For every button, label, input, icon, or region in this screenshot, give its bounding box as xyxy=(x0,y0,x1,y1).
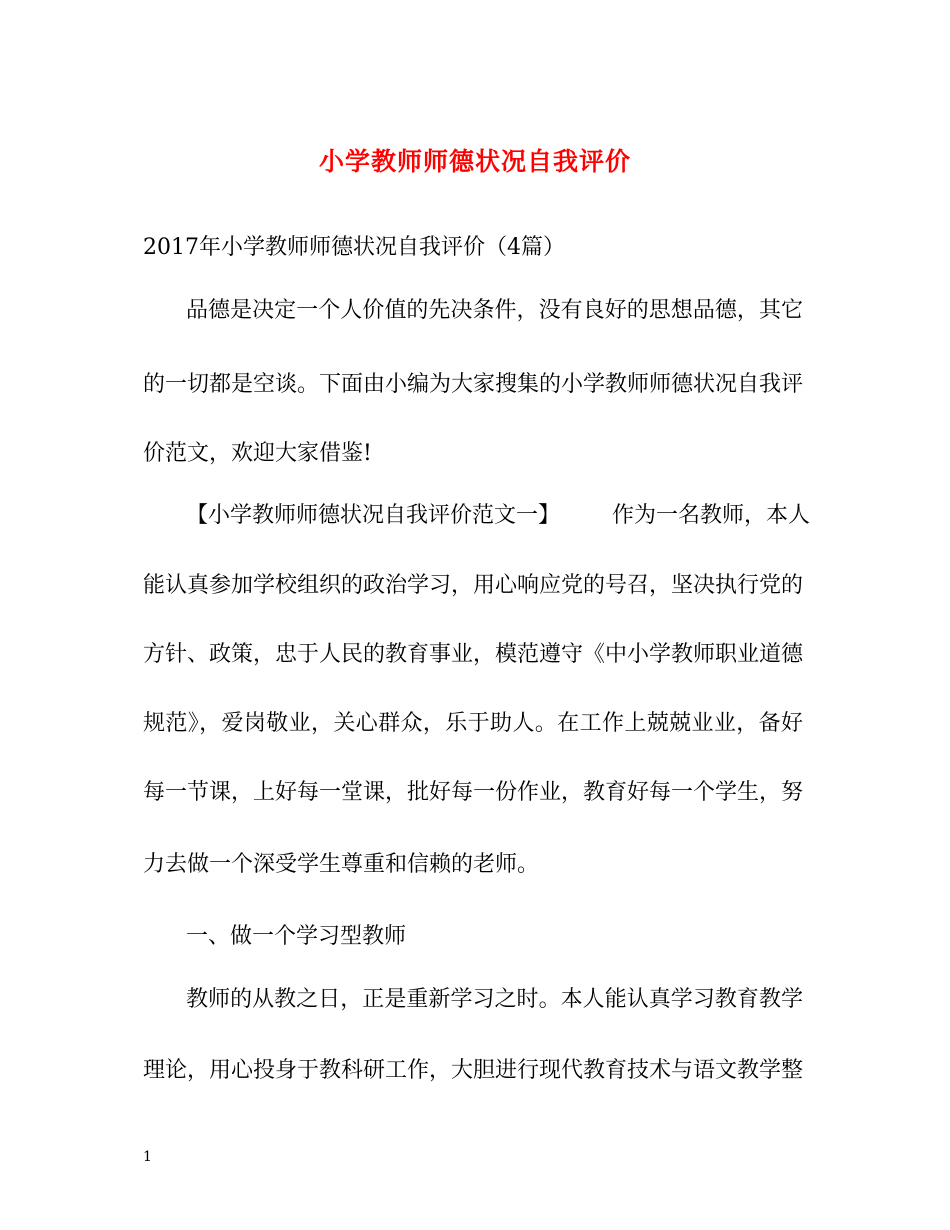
section-text: 作为一名教师，本人 xyxy=(612,503,811,528)
subheading: 一、做一个学习型教师 xyxy=(186,924,407,949)
paragraph-line: 的一切都是空谈。下面由小编为大家搜集的小学教师师德状况自我评 xyxy=(143,372,804,397)
paragraph-line: 品德是决定一个人价值的先决条件，没有良好的思想品德，其它 xyxy=(186,298,803,323)
section-heading: 【小学教师师德状况自我评价范文一】 xyxy=(186,503,561,528)
paragraph-line: 每一节课，上好每一堂课，批好每一份作业，教育好每一个学生，努 xyxy=(143,780,804,805)
document-subtitle: 2017年小学教师师德状况自我评价（4篇） xyxy=(143,235,565,260)
paragraph-line: 价范文，欢迎大家借鉴! xyxy=(143,441,372,466)
document-title: 小学教师师德状况自我评价 xyxy=(318,147,631,176)
page-number: 1 xyxy=(143,1149,152,1165)
paragraph-line: 理论，用心投身于教科研工作，大胆进行现代教育技术与语文教学整 xyxy=(143,1058,804,1083)
paragraph-line: 教师的从教之日，正是重新学习之时。本人能认真学习教育教学 xyxy=(186,987,803,1012)
paragraph-line: 能认真参加学校组织的政治学习，用心响应党的号召，坚决执行党的 xyxy=(143,573,804,598)
paragraph-line: 方针、政策，忠于人民的教育事业，模范遵守《中小学教师职业道德 xyxy=(143,642,804,667)
paragraph-line: 力去做一个深受学生尊重和信赖的老师。 xyxy=(143,852,540,877)
paragraph-line: 规范》，爱岗敬业，关心群众，乐于助人。在工作上兢兢业业，备好 xyxy=(143,711,803,736)
section-heading-line xyxy=(186,498,846,534)
